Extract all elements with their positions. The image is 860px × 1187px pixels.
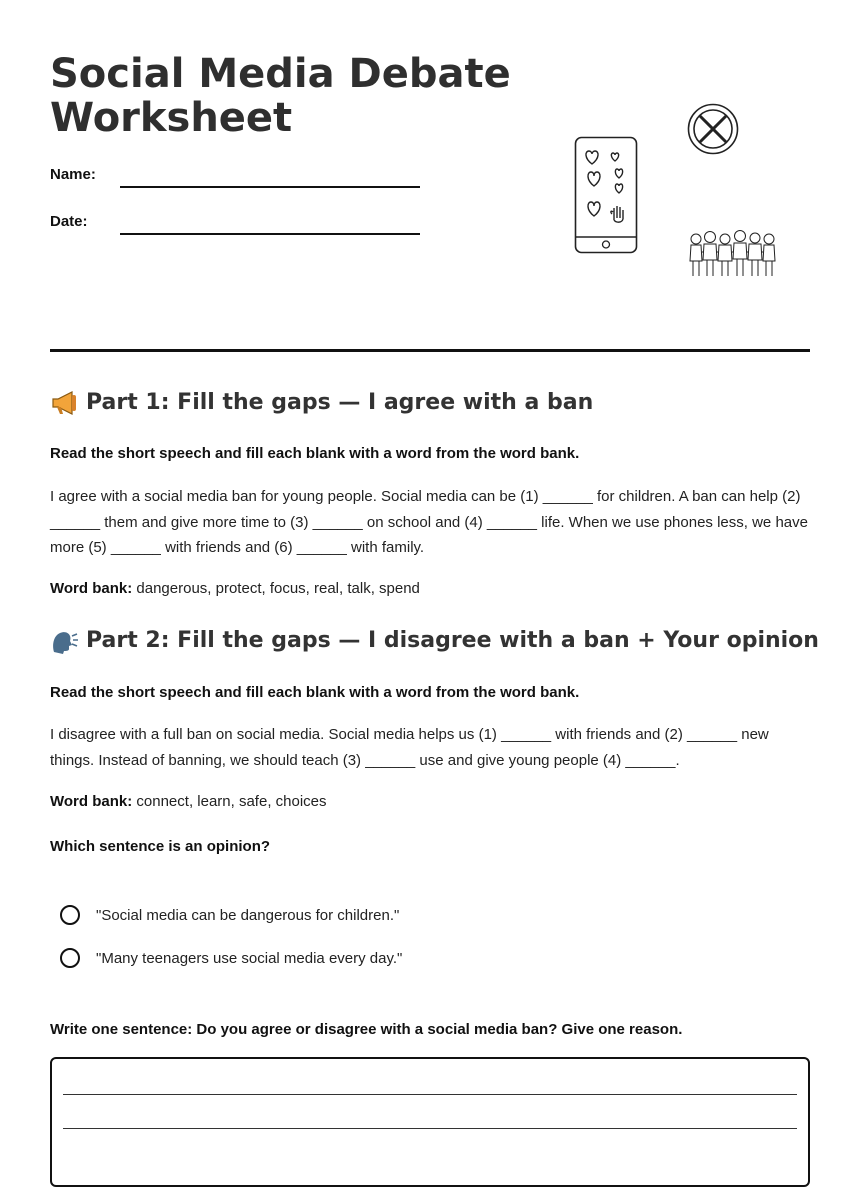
part1-instruction: Read the short speech and fill each blank with a word from the word bank.: [50, 445, 580, 462]
date-field: [50, 213, 430, 243]
title-line-1: Social Media Debate: [50, 51, 511, 97]
word-bank-label: Word bank:: [50, 580, 133, 597]
answer-box[interactable]: [50, 1057, 810, 1187]
part2-speech: I disagree with a full ban on social media. Social media helps us (1) ______ with friends and (2) ______ new things. Instead of banning, we should teach (3) ______ use and give young people (4) ______.: [50, 726, 769, 769]
answer-line: [63, 1094, 797, 1095]
date-label: Date:: [50, 213, 88, 230]
name-field: [50, 166, 430, 196]
part2-word-bank: [50, 793, 327, 810]
word-bank-words: connect, learn, safe, choices: [132, 793, 327, 810]
date-line[interactable]: [120, 233, 420, 235]
speaking-head-icon: [50, 628, 78, 654]
opinion-option-2[interactable]: [60, 945, 402, 971]
part2-heading: [50, 628, 819, 654]
part1-heading-text: Part 1: Fill the gaps — I agree with a ban: [86, 390, 594, 415]
word-bank-label: Word bank:: [50, 793, 133, 810]
part2-instruction: Read the short speech and fill each blank with a word from the word bank.: [50, 684, 580, 701]
write-prompt: Write one sentence: Do you agree or disagree with a social media ban? Give one reason.: [50, 1021, 683, 1038]
section-divider: [50, 349, 810, 352]
radio-button[interactable]: [60, 905, 80, 925]
part2-heading-text: Part 2: Fill the gaps — I disagree with a ban + Your opinion: [86, 628, 819, 653]
worksheet-title: [50, 52, 511, 140]
megaphone-icon: [50, 390, 78, 416]
title-line-2: Worksheet: [50, 95, 293, 141]
group-of-children-icon: [686, 228, 778, 280]
word-bank-words: dangerous, protect, focus, real, talk, spend: [132, 580, 420, 597]
answer-line: [63, 1128, 797, 1129]
opinion-question: Which sentence is an opinion?: [50, 838, 271, 855]
radio-button[interactable]: [60, 948, 80, 968]
name-line[interactable]: [120, 186, 420, 188]
name-label: Name:: [50, 166, 96, 183]
option-text: "Social media can be dangerous for children.": [96, 906, 400, 924]
part1-speech: I agree with a social media ban for young people. Social media can be (1) ______ for children. A ban can help (2) ______ them and give more time to (3) ______ on school and (4) ______ life. When we use phones less, we have more (5) ______ with friends and (6) ______ with family.: [50, 488, 808, 556]
worksheet-page: [50, 0, 819, 1161]
no-sign-icon: [686, 102, 740, 156]
opinion-option-1[interactable]: [60, 902, 399, 928]
part1-heading: [50, 390, 593, 416]
option-text: "Many teenagers use social media every day.": [96, 949, 403, 967]
phone-with-hearts-icon: [574, 136, 638, 254]
part1-word-bank: [50, 580, 420, 597]
